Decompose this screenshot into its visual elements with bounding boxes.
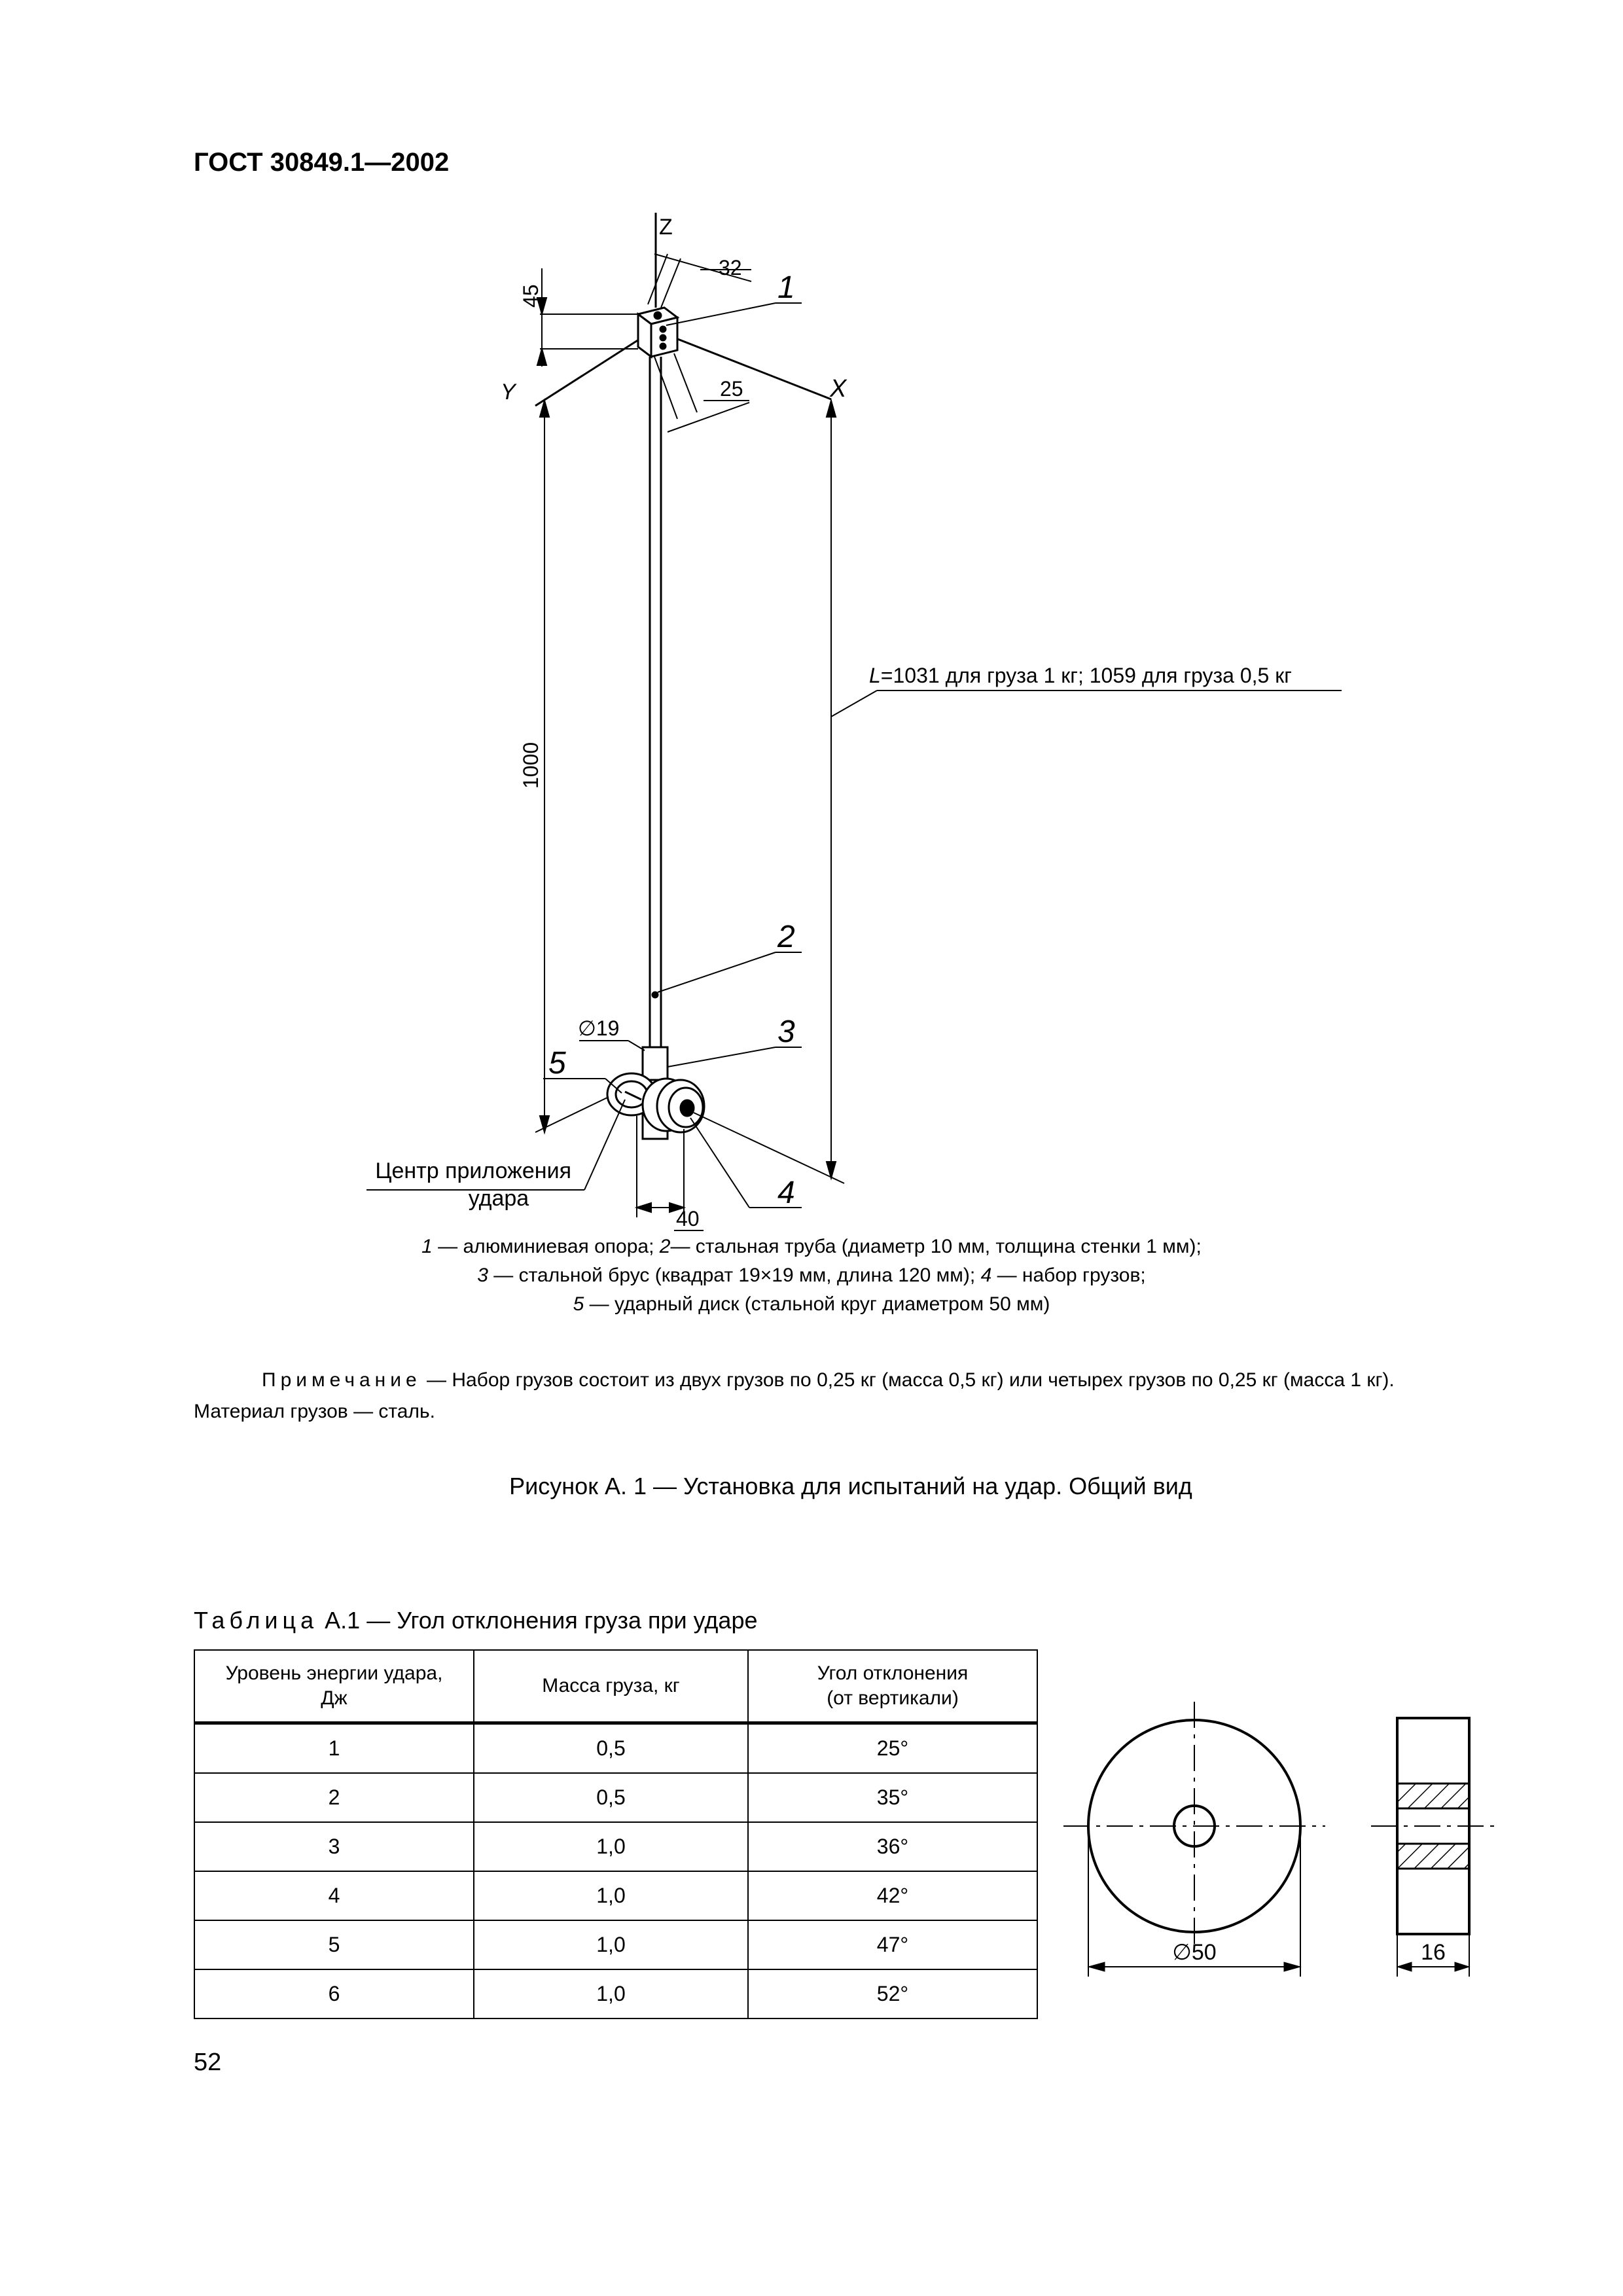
cell-angle: 36° xyxy=(748,1822,1037,1871)
cell-angle: 25° xyxy=(748,1723,1037,1774)
header-line: Угол отклонения xyxy=(817,1662,969,1684)
impact-center-label-line1: Центр приложения xyxy=(375,1158,571,1183)
cell-mass: 1,0 xyxy=(474,1871,748,1920)
cell-mass: 1,0 xyxy=(474,1969,748,2018)
legend-num: 3 xyxy=(477,1265,488,1286)
note-text-2: Материал грузов — сталь. xyxy=(194,1401,435,1422)
table-label: Таблица xyxy=(194,1607,319,1634)
document-header: ГОСТ 30849.1—2002 xyxy=(194,148,450,177)
legend-num: 1 xyxy=(421,1236,433,1257)
y-axis-label: Y xyxy=(501,380,516,404)
table-title-text: А.1 — Угол отклонения груза при ударе xyxy=(318,1607,758,1634)
z-axis-label: Z xyxy=(659,215,673,240)
legend-text: — алюминиевая опора; xyxy=(432,1236,660,1257)
callout-5: 5 xyxy=(548,1046,566,1081)
dim-19-label: ∅19 xyxy=(578,1016,620,1040)
note-text-1: — Набор грузов состоит из двух грузов по 0,25 кг (масса 0,5 кг) или четырех грузов по 0,25 кг (масса 1 кг). xyxy=(421,1369,1395,1391)
figure-caption: Рисунок А. 1 — Установка для испытаний на удар. Общий вид xyxy=(509,1473,1192,1499)
cell-mass: 0,5 xyxy=(474,1773,748,1822)
legend-text: — набор грузов; xyxy=(991,1265,1146,1286)
dim-1000-label: 1000 xyxy=(519,742,543,789)
header-line: Дж xyxy=(321,1687,348,1709)
length-label: L=1031 для груза 1 кг; 1059 для груза 0,5 кг xyxy=(869,664,1292,687)
legend-text: — ударный диск (стальной круг диаметром 50 мм) xyxy=(584,1293,1050,1315)
page-number: 52 xyxy=(194,2049,222,2076)
cell-energy: 6 xyxy=(194,1969,474,2018)
disc-thickness-label: 16 xyxy=(1421,1940,1446,1965)
cell-mass: 1,0 xyxy=(474,1920,748,1969)
cell-energy: 4 xyxy=(194,1871,474,1920)
cell-mass: 0,5 xyxy=(474,1723,748,1774)
note-label: Примечание xyxy=(262,1369,421,1391)
cell-angle: 42° xyxy=(748,1871,1037,1920)
legend-text: — стальной брус (квадрат 19×19 мм, длина 120 мм); xyxy=(488,1265,981,1286)
cell-mass: 1,0 xyxy=(474,1822,748,1871)
header-line: (от вертикали) xyxy=(827,1687,959,1709)
dim-25-label: 25 xyxy=(720,377,743,401)
cell-energy: 3 xyxy=(194,1822,474,1871)
callout-3: 3 xyxy=(777,1014,795,1049)
impact-center-label-line2: удара xyxy=(468,1186,529,1211)
cell-angle: 35° xyxy=(748,1773,1037,1822)
callout-1: 1 xyxy=(777,270,795,305)
x-axis-label: X xyxy=(830,375,847,403)
header-line: Масса груза, кг xyxy=(542,1675,680,1696)
disc-side-view xyxy=(1371,1718,1495,1977)
cell-energy: 5 xyxy=(194,1920,474,1969)
dim-32-label: 32 xyxy=(719,256,742,279)
disc-diameter-label: ∅50 xyxy=(1172,1940,1217,1965)
disc-front-view xyxy=(1063,1702,1325,1977)
cell-angle: 52° xyxy=(748,1969,1037,2018)
legend-num: 2 xyxy=(659,1236,671,1257)
legend-num: 4 xyxy=(980,1265,992,1286)
callout-4: 4 xyxy=(777,1175,795,1210)
cell-energy: 1 xyxy=(194,1723,474,1774)
legend-num: 5 xyxy=(573,1293,584,1315)
cell-energy: 2 xyxy=(194,1773,474,1822)
callout-2: 2 xyxy=(777,920,795,954)
cell-angle: 47° xyxy=(748,1920,1037,1969)
dim-45-label: 45 xyxy=(519,284,543,308)
header-line: Уровень энергии удара, xyxy=(225,1662,443,1684)
legend-text: — стальная труба (диаметр 10 мм, толщина стенки 1 мм); xyxy=(670,1236,1202,1257)
dim-40-label: 40 xyxy=(676,1207,700,1230)
